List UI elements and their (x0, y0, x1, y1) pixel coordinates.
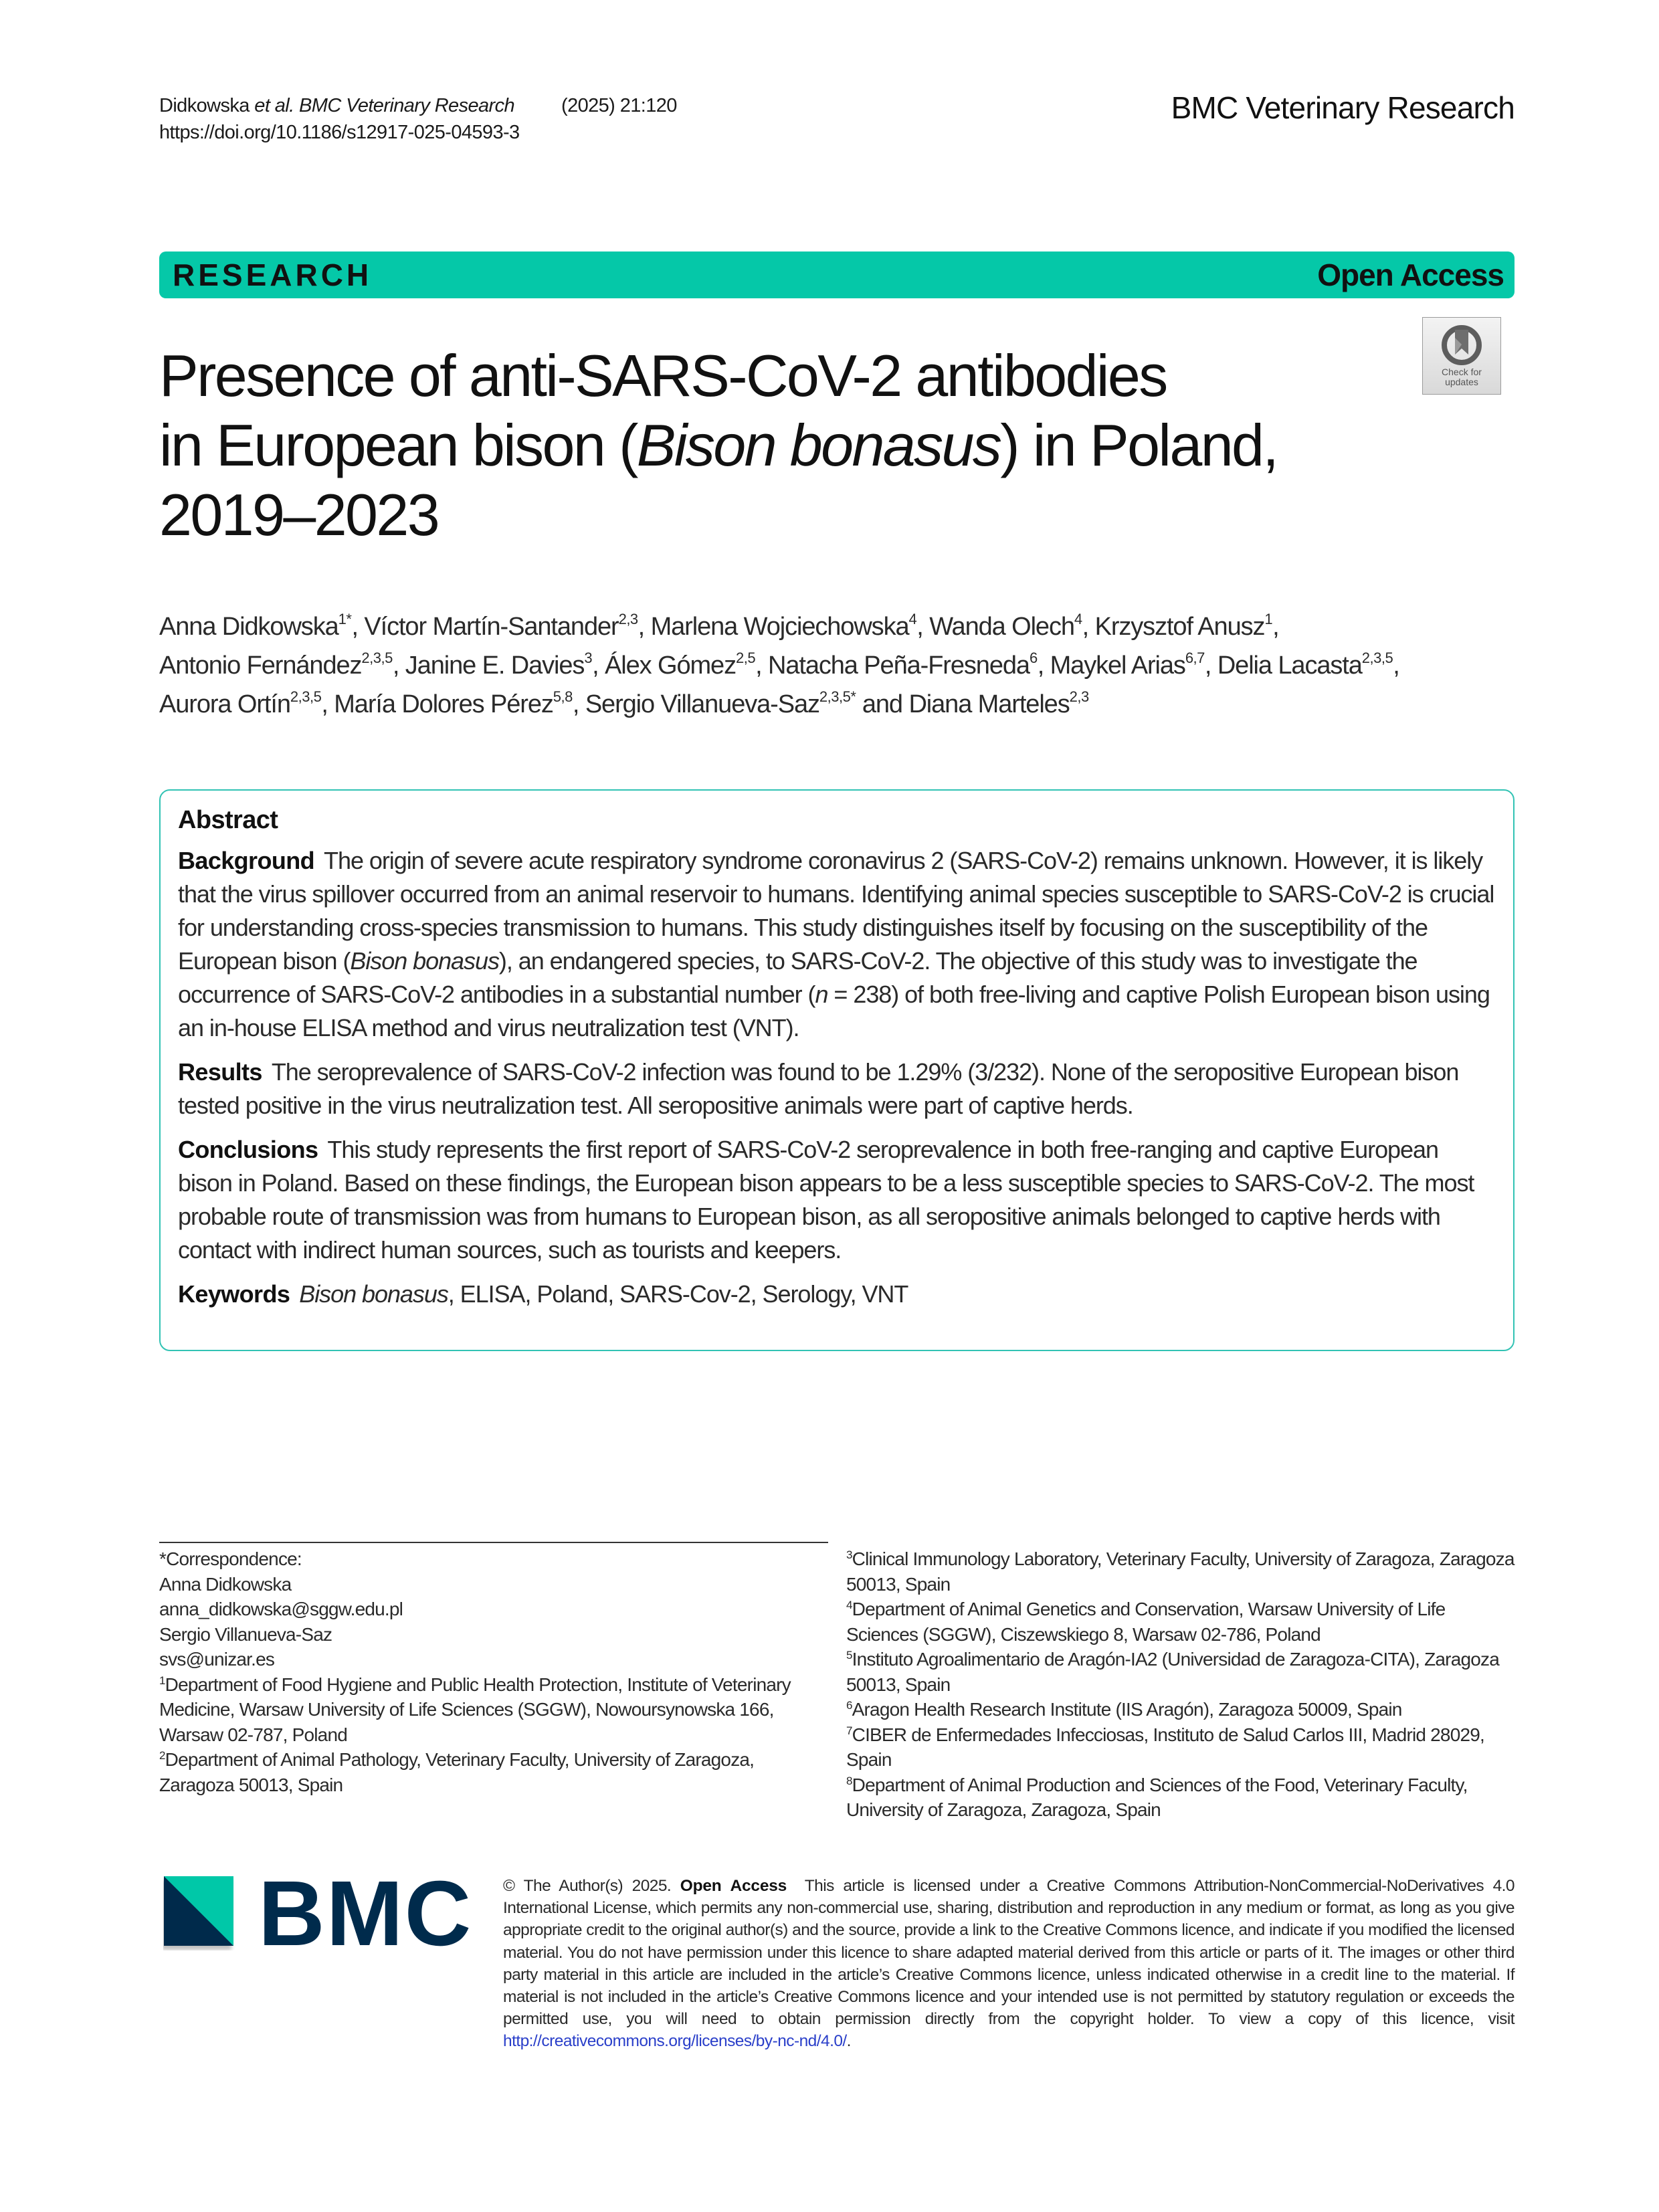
background-label: Background (178, 847, 315, 874)
article-type-banner (159, 252, 1515, 298)
open-access-label: Open Access (1317, 258, 1504, 292)
title-line-1: Presence of anti-SARS-CoV-2 antibodies (159, 342, 1167, 409)
abstract-background: Background The origin of severe acute respiratory syndrome coronavirus 2 (SARS-CoV-2) remains unknown. However, it is likely that the virus spillover occurred from an animal reservoir to humans. Identifying animal species susceptible to SARS-CoV-2 is crucial for understanding cross-species transmission to humans. This study distinguishes itself by focusing on the susceptibility of the European bison (Bison bonasus), an endangered species, to SARS-CoV-2. The objective of this study was to investigate the occurrence of SARS-CoV-2 antibodies in a substantial number (n = 238) of both free-living and captive Polish European bison using an in-house ELISA method and virus neutralization test (VNT). (178, 847, 1494, 1041)
running-header (159, 92, 677, 146)
journal-name: BMC Veterinary Research (1171, 90, 1515, 125)
results-label: Results (178, 1058, 262, 1086)
title-line-2: in European bison ( (159, 412, 637, 478)
author: Aurora Ortín$^{2,3,5}$, (159, 688, 334, 718)
copyright: © The Author(s) 2025. (503, 1877, 672, 1895)
author: Marlena Wojciechowska$^4$, (650, 611, 930, 641)
header-journal: BMC Veterinary Research (299, 95, 515, 116)
affiliation: $^2$Department of Animal Pathology, Veterinary Faculty, University of Zaragoza, Zaragoza 50013, Spain (159, 1749, 755, 1795)
author: Víctor Martín-Santander$^{2,3}$, (364, 611, 651, 641)
svg-text:BMC: BMC (258, 1876, 471, 1950)
correspondence-email[interactable]: anna_didkowska@sggw.edu.pl (159, 1599, 403, 1619)
check-for-updates-button[interactable] (1422, 317, 1501, 395)
abstract-conclusions: Conclusions This study represents the first report of SARS-CoV-2 seroprevalence in both free-ranging and captive European bison in Poland. Based on these findings, the European bison appears to be a less susceptible species to SARS-CoV-2. The most probable route of transmission was from humans to European bison, as all seropositive animals belonged to captive herds with contact with indirect human sources, such as tourists and keepers. (178, 1136, 1474, 1264)
author: Wanda Olech$^4$, (929, 611, 1095, 641)
bmc-logo (163, 1876, 471, 1949)
article-title (159, 341, 1403, 550)
author-list (159, 607, 1524, 724)
author: Anna Didkowska$^{1*}$, (159, 611, 365, 641)
article-type: RESEARCH (173, 258, 373, 292)
abstract-results: Results The seroprevalence of SARS-CoV-2 infection was found to be 1.29% (3/232). None of the seropositive European bison tested positive in the virus neutralization test. All seropositive animals were part of captive herds. (178, 1058, 1459, 1119)
doi-link[interactable]: https://doi.org/10.1186/s12917-025-04593-3 (159, 122, 520, 143)
author: Delia Lacasta$^{2,3,5}$, (1217, 649, 1399, 680)
affiliation: $^6$Aragon Health Research Institute (IIS Aragón), Zaragoza 50009, Spain (846, 1699, 1402, 1720)
footnotes-right-column (846, 1546, 1515, 1823)
licence-open-access: Open Access (680, 1877, 787, 1895)
author: Natacha Peña-Fresneda$^6$, (768, 649, 1050, 680)
title-line-2-end: ) in Poland, (1000, 412, 1278, 478)
licence-link[interactable]: http://creativecommons.org/licenses/by-nc-nd/4.0/ (503, 2032, 847, 2051)
author: María Dolores Pérez$^{5,8}$, (334, 688, 585, 718)
licence-text: © The Author(s) 2025. Open Access This article is licensed under a Creative Commons Attribution-NonCommercial-NoDerivatives 4.0 International License, which permits any non-commercial use, sharing, distribution and reproduction in any medium or format, as long as you give appropriate credit to the original author(s) and the source, provide a link to the Creative Commons licence, and indicate if you modified the licensed material. You do not have permission under this licence to share adapted material derived from this article or parts of it. The images or other third party material in this article are included in the article’s Creative Commons licence, unless indicated otherwise in a credit line to the material. If material is not included in the article’s Creative Commons licence and your intended use is not permitted by statutory regulation or exceeds the permitted use, you will need to obtain permission directly from the copyright holder. To view a copy of this licence, visit http://creativecommons.org/licenses/by-nc-nd/4.0/. (503, 1877, 1515, 2051)
footnote-divider (159, 1542, 828, 1543)
title-species: Bison bonasus (636, 412, 1001, 478)
author: Krzysztof Anusz$^1$, (1094, 611, 1279, 641)
author: Diana Marteles$^{2,3}$ (908, 688, 1089, 718)
affiliation: $^3$Clinical Immunology Laboratory, Veterinary Faculty, University of Zaragoza, Zaragoza 50013, Spain (846, 1548, 1515, 1595)
author: Janine E. Davies$^3$, (405, 649, 605, 680)
footnotes-left-column (159, 1546, 828, 1797)
affiliation: $^8$Department of Animal Production and Sciences of the Food, Veterinary Faculty, University of Zaragoza, Zaragoza, Spain (846, 1774, 1468, 1820)
abstract-keywords: Keywords Bison bonasus, ELISA, Poland, SARS-Cov-2, Serology, VNT (178, 1280, 908, 1308)
check-for-updates-line1: Check for (1442, 367, 1482, 377)
author: Sergio Villanueva-Saz$^{2,3,5*}$ and (585, 688, 909, 718)
title-line-3: 2019–2023 (159, 482, 439, 548)
author: Maykel Arias$^{6,7}$, (1050, 649, 1217, 680)
correspondence-email[interactable]: svs@unizar.es (159, 1649, 275, 1670)
header-author: Didkowska (159, 95, 250, 116)
header-et-al: et al. (254, 95, 294, 116)
affiliation: $^5$Instituto Agroalimentario de Aragón-IA2 (Universidad de Zaragoza-CITA), Zaragoza 50013, Spain (846, 1649, 1499, 1695)
correspondence-label: *Correspondence: (159, 1548, 302, 1569)
abstract-box (159, 789, 1515, 1351)
author: Álex Gómez$^{2,5}$, (605, 649, 768, 680)
affiliation: $^7$CIBER de Enfermedades Infecciosas, Instituto de Salud Carlos III, Madrid 28029, Spain (846, 1724, 1484, 1770)
affiliation: $^1$Department of Food Hygiene and Public Health Protection, Institute of Veterinary Medicine, Warsaw University of Life Sciences (SGGW), Nowoursynowska 166, Warsaw 02-787, Poland (159, 1674, 791, 1745)
conclusions-label: Conclusions (178, 1136, 318, 1163)
correspondence-name: Anna Didkowska (159, 1573, 292, 1595)
author: Antonio Fernández$^{2,3,5}$, (159, 649, 405, 680)
keywords-label: Keywords (178, 1280, 290, 1308)
header-citation: (2025) 21:120 (561, 95, 677, 116)
bookmark-circle-icon (1441, 324, 1482, 366)
bmc-logo-icon (163, 1876, 471, 1950)
abstract-heading: Abstract (178, 806, 278, 834)
affiliation: $^4$Department of Animal Genetics and Conservation, Warsaw University of Life Sciences (SGGW), Ciszewskiego 8, Warsaw 02-786, Poland (846, 1599, 1446, 1645)
check-for-updates-line2: updates (1445, 377, 1478, 387)
correspondence-name: Sergio Villanueva-Saz (159, 1623, 332, 1645)
